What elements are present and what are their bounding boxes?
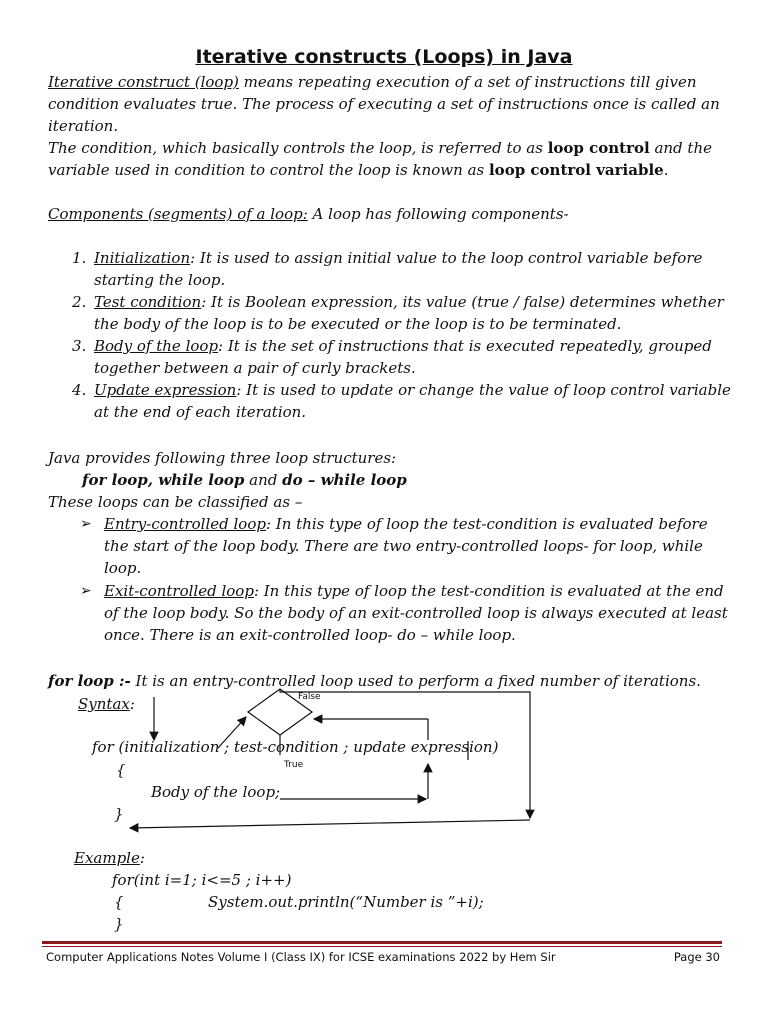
lcv-term: loop control variable bbox=[488, 161, 664, 179]
example-colon: : bbox=[139, 849, 145, 867]
syntax-close-brace: } bbox=[114, 805, 124, 823]
structures-line-1: Java provides following three loop structures: bbox=[48, 449, 397, 467]
class-text-1: : In this type of loop the test-condition is evaluated before bbox=[265, 515, 708, 533]
forloop-text: It is an entry-controlled loop used to perform a fixed number of iterations. bbox=[130, 672, 701, 690]
component-item-2-line-2: the body of the loop is to be executed or the loop is to be terminated. bbox=[94, 315, 622, 333]
class-item-1-line-3: loop. bbox=[104, 559, 142, 577]
intro-line-2: condition evaluates true. The process of executing a set of instructions once is called an bbox=[48, 95, 720, 113]
class-term-1: Entry-controlled loop bbox=[104, 515, 266, 533]
components-heading-term: Components (segments) of a loop: bbox=[48, 205, 308, 223]
syntax-body: Body of the loop; bbox=[151, 783, 281, 801]
component-term-1: Initialization bbox=[94, 249, 191, 267]
intro-text-5c: . bbox=[663, 161, 669, 179]
component-term-4: Update expression bbox=[94, 381, 237, 399]
intro-text-4c: and the bbox=[649, 139, 712, 157]
footer-note: Computer Applications Notes Volume I (Class IX) for ICSE examinations 2022 by Hem Sir bbox=[46, 950, 556, 964]
loop-names-and: and bbox=[244, 471, 283, 489]
class-item-2-line-3: once. There is an exit-controlled loop- do – while loop. bbox=[104, 626, 516, 644]
intro-line-3: iteration. bbox=[48, 117, 119, 135]
loop-control-term: loop control bbox=[547, 139, 650, 157]
component-item-1-line-2: starting the loop. bbox=[94, 271, 226, 289]
intro-text-4a: The condition, which basically controls the loop, is referred to as bbox=[48, 139, 548, 157]
true-path-tail bbox=[268, 748, 280, 755]
example-label bbox=[74, 848, 145, 868]
example-line-1: for(int i=1; i<=5 ; i++) bbox=[112, 871, 292, 889]
true-label: True bbox=[284, 760, 304, 770]
component-num-2: 2. bbox=[72, 293, 87, 311]
loop-names-b: do – while loop bbox=[282, 471, 407, 489]
decision-diamond bbox=[248, 689, 312, 735]
component-num-3: 3. bbox=[72, 337, 87, 355]
footer-rule-thick bbox=[42, 941, 722, 944]
component-item-3-line-2: together between a pair of curly brackets. bbox=[94, 359, 416, 377]
intro-text-1: means repeating execution of a set of instructions till given bbox=[238, 73, 697, 91]
true-to-body bbox=[280, 760, 282, 790]
arrow-bullet-icon: ➢ bbox=[80, 583, 92, 599]
syntax-line: for (initialization ; test-condition ; update expression) bbox=[92, 738, 499, 756]
footer-rule-thin bbox=[42, 946, 722, 947]
component-term-3: Body of the loop bbox=[94, 337, 219, 355]
component-item-4-line-2: at the end of each iteration. bbox=[94, 403, 307, 421]
false-label: False bbox=[298, 692, 321, 702]
forloop-term: for loop :- bbox=[48, 672, 131, 690]
component-text-1: : It is used to assign initial value to the loop control variable before bbox=[190, 249, 703, 267]
structures-line-3: These loops can be classified as – bbox=[48, 493, 303, 511]
loop-names-a: for loop, while loop bbox=[82, 471, 245, 489]
class-term-2: Exit-controlled loop bbox=[104, 582, 254, 600]
class-item-1-line-2: the start of the loop body. There are two entry-controlled loops- for loop, while bbox=[104, 537, 703, 555]
page-title: Iterative constructs (Loops) in Java bbox=[195, 46, 573, 68]
component-term-2: Test condition bbox=[94, 293, 202, 311]
exit-arrow bbox=[130, 820, 530, 828]
component-num-4: 4. bbox=[72, 381, 87, 399]
component-text-2: : It is Boolean expression, its value (true / false) determines whether bbox=[201, 293, 724, 311]
component-text-3: : It is the set of instructions that is executed repeatedly, grouped bbox=[218, 337, 712, 355]
page-number: Page 30 bbox=[673, 950, 720, 964]
intro-term: Iterative construct (loop) bbox=[48, 73, 239, 91]
arrow-bullet-icon: ➢ bbox=[80, 516, 92, 532]
example-statement: System.out.println(“Number is ”+i); bbox=[208, 893, 484, 911]
components-heading-rest: A loop has following components- bbox=[307, 205, 569, 223]
example-label-text: Example bbox=[74, 849, 140, 867]
class-item-2-line-2: of the loop body. So the body of an exit-controlled loop is always executed at least bbox=[104, 604, 728, 622]
syntax-open-brace: { bbox=[116, 761, 126, 779]
example-brace-open: { bbox=[114, 893, 124, 911]
class-text-2: : In this type of loop the test-condition is evaluated at the end bbox=[253, 582, 724, 600]
init-to-condition-arrow bbox=[218, 717, 246, 748]
example-brace-close: } bbox=[114, 915, 124, 933]
syntax-label-text: Syntax bbox=[78, 695, 130, 713]
component-text-4: : It is used to update or change the value of loop control variable bbox=[236, 381, 731, 399]
syntax-colon: : bbox=[129, 695, 135, 713]
component-num-1: 1. bbox=[72, 249, 87, 267]
intro-text-5a: variable used in condition to control the loop is known as bbox=[48, 161, 489, 179]
